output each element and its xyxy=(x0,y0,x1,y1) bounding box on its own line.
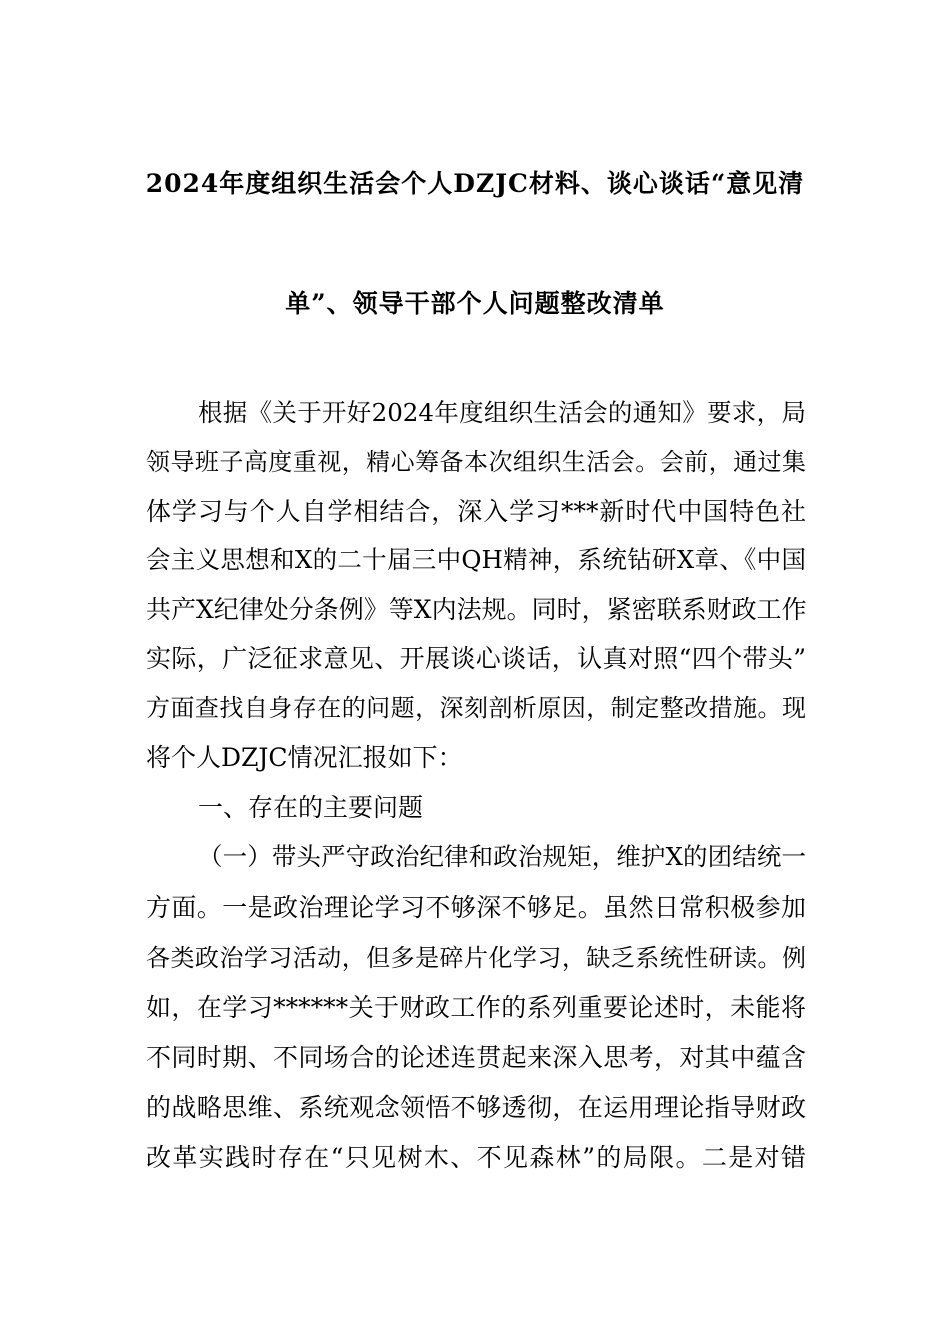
body-line: 领导班子高度重视，精心筹备本次组织生活会。会前，通过集 xyxy=(146,448,806,476)
document-title-line-1: 2024年度组织生活会个人DZJC材料、谈心谈话“意见清 xyxy=(145,169,805,198)
body-line: 方面查找自身存在的问题，深刻剖析原因，制定整改措施。现 xyxy=(146,694,806,722)
body-line: 各类政治学习活动，但多是碎片化学习，缺乏系统性研读。例 xyxy=(146,944,806,972)
body-line: 将个人DZJC情况汇报如下： xyxy=(146,743,463,772)
body-line: 改革实践时存在“只见树木、不见森林”的局限。二是对错 xyxy=(146,1143,806,1172)
body-line: 会主义思想和X的二十届三中QH精神，系统钻研X章、《中国 xyxy=(146,545,806,574)
body-line: 方面。一是政治理论学习不够深不够足。虽然日常积极参加 xyxy=(146,893,806,922)
body-line: 如，在学习******关于财政工作的系列重要论述时，未能将 xyxy=(146,993,806,1022)
document-title-line-2: 单”、领导干部个人问题整改清单 xyxy=(285,289,665,318)
body-line: 共产X纪律处分条例》等X内法规。同时，紧密联系财政工作 xyxy=(146,595,807,624)
body-line: 根据《关于开好2024年度组织生活会的通知》要求，局 xyxy=(198,398,806,427)
body-line: 的战略思维、系统观念领悟不够透彻，在运用理论指导财政 xyxy=(146,1093,806,1122)
section-heading: 一、存在的主要问题 xyxy=(198,793,424,822)
body-line: （一）带头严守政治纪律和政治规矩，维护X的团结统一 xyxy=(198,842,806,871)
body-line: 不同时期、不同场合的论述连贯起来深入思考，对其中蕴含 xyxy=(146,1043,806,1072)
body-line: 体学习与个人自学相结合，深入学习***新时代中国特色社 xyxy=(146,497,806,526)
body-line: 实际，广泛征求意见、开展谈心谈话，认真对照“四个带头” xyxy=(146,644,806,673)
